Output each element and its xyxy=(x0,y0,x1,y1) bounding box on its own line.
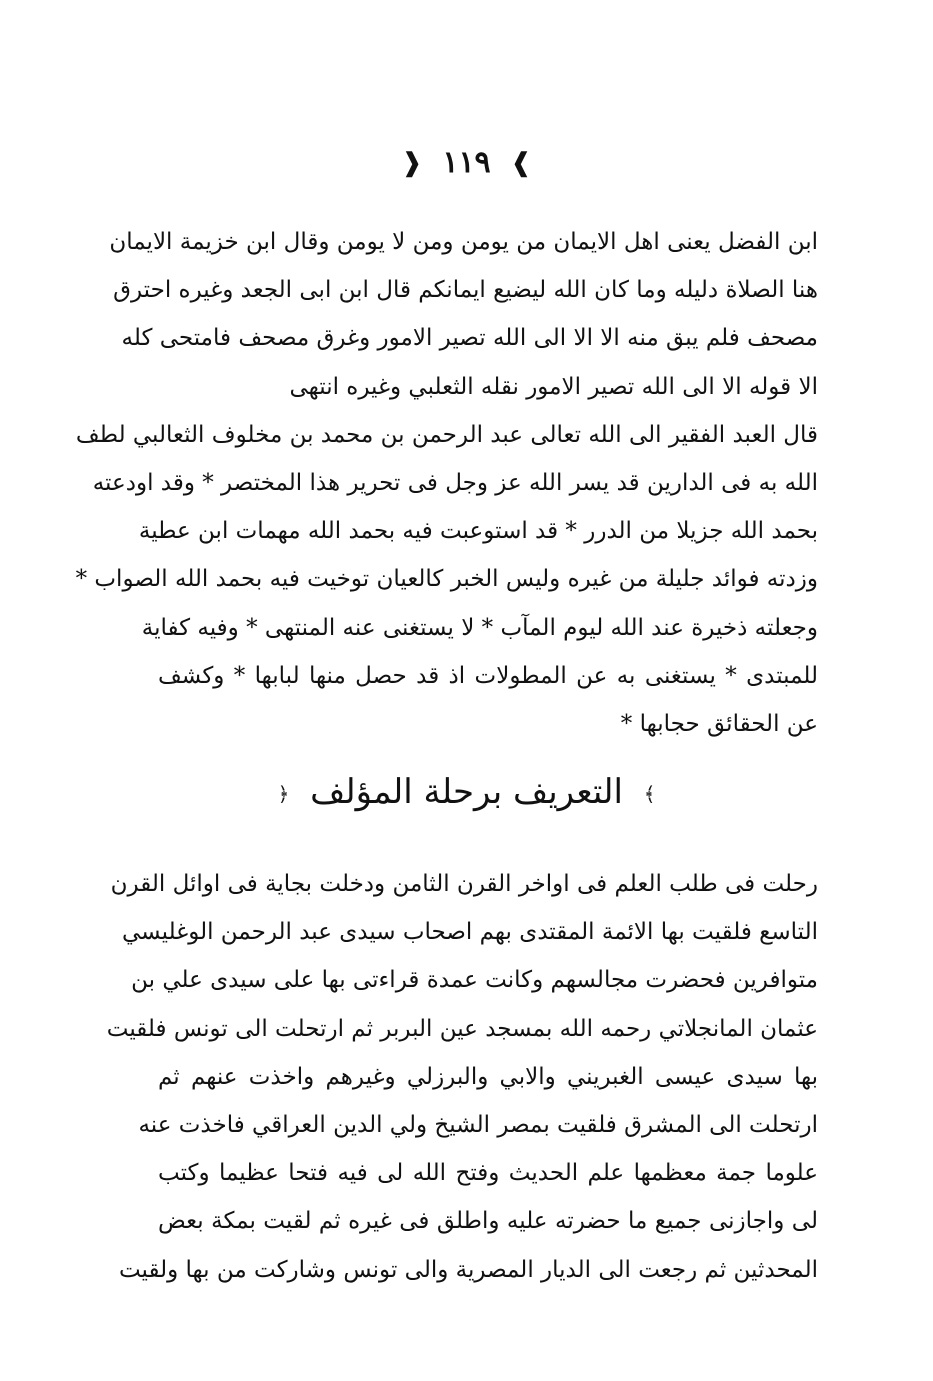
text-line: عن الحقائق حجابها * xyxy=(620,710,818,737)
text-line: بها سيدى عيسى الغبريني والابي والبرزلي وغيرهم واخذت عنهم ثم xyxy=(158,1063,818,1090)
right-bracket-ornament: ❱ xyxy=(510,148,533,178)
text-line: قال العبد الفقير الى الله تعالى عبد الرحمن بن محمد بن مخلوف الثعالبي لطف xyxy=(75,421,818,448)
text-line: مصحف فلم يبق منه الا الا الى الله تصير الامور وغرق مصحف فامتحى كله xyxy=(121,325,818,352)
section-heading xyxy=(0,762,933,824)
text-line: متوافرين فحضرت مجالسهم وكانت عمدة قراءتى بها على سيدى علي بن xyxy=(131,967,818,994)
paragraph-block-2 xyxy=(106,860,818,1294)
text-line: الله به فى الدارين قد يسر الله عز وجل فى تحرير هذا المختصر * وقد اودعته xyxy=(92,469,818,496)
text-line: هنا الصلاة دليله وما كان الله ليضيع ايمانكم قال ابن ابى الجعد وغيره احترق xyxy=(113,277,818,304)
text-line: الا قوله الا الى الله تصير الامور نقله الثعلبي وغيره انتهى xyxy=(289,373,818,400)
heading-ornament-right: ﴾ xyxy=(643,782,656,806)
text-line: ارتحلت الى المشرق فلقيت بمصر الشيخ ولي الدين العراقي فاخذت عنه xyxy=(138,1111,818,1138)
text-line: للمبتدى * يستغنى به عن المطولات اذ قد حصل منها لبابها * وكشف xyxy=(158,662,818,689)
page-number-header xyxy=(0,142,933,183)
text-line: علوما جمة معظمها علم الحديث وفتح الله لى فيه فتحا عظيما وكتب xyxy=(158,1160,818,1187)
text-line: التاسع فلقيت بها الائمة المقتدى بهم اصحاب سيدى عبد الرحمن الوغليسي xyxy=(121,919,818,946)
text-line: رحلت فى طلب العلم فى اواخر القرن الثامن ودخلت بجاية فى اوائل القرن xyxy=(110,871,818,897)
text-line: المحدثين ثم رجعت الى الديار المصرية والى تونس وشاركت من بها ولقيت xyxy=(118,1256,818,1283)
text-line: لى واجازنى جميع ما حضرته عليه واطلق فى غيره ثم لقيت بمكة بعض xyxy=(158,1208,818,1235)
section-heading-text: التعريف برحلة المؤلف xyxy=(310,772,623,812)
text-line: بحمد الله جزيلا من الدرر * قد استوعبت فيه بحمد الله مهمات ابن عطية xyxy=(138,518,818,545)
text-line: ابن الفضل يعنى اهل الايمان من يومن ومن لا يومن وقال ابن خزيمة الايمان xyxy=(109,229,818,255)
page-number: ١١٩ xyxy=(442,145,491,180)
paragraph-block-1 xyxy=(75,218,818,748)
text-line: وجعلته ذخيرة عند الله ليوم المآب * لا يستغنى عنه المنتهى * وفيه كفاية xyxy=(141,614,818,641)
text-line: وزدته فوائد جليلة من غيره وليس الخبر كالعيان توخيت فيه بحمد الله الصواب * xyxy=(75,566,818,593)
left-bracket-ornament: ❰ xyxy=(400,148,423,178)
heading-ornament-left: ﴿ xyxy=(277,782,290,806)
text-line: عثمان المانجلاتي رحمه الله بمسجد عين البربر ثم ارتحلت الى تونس فلقيت xyxy=(106,1015,818,1042)
